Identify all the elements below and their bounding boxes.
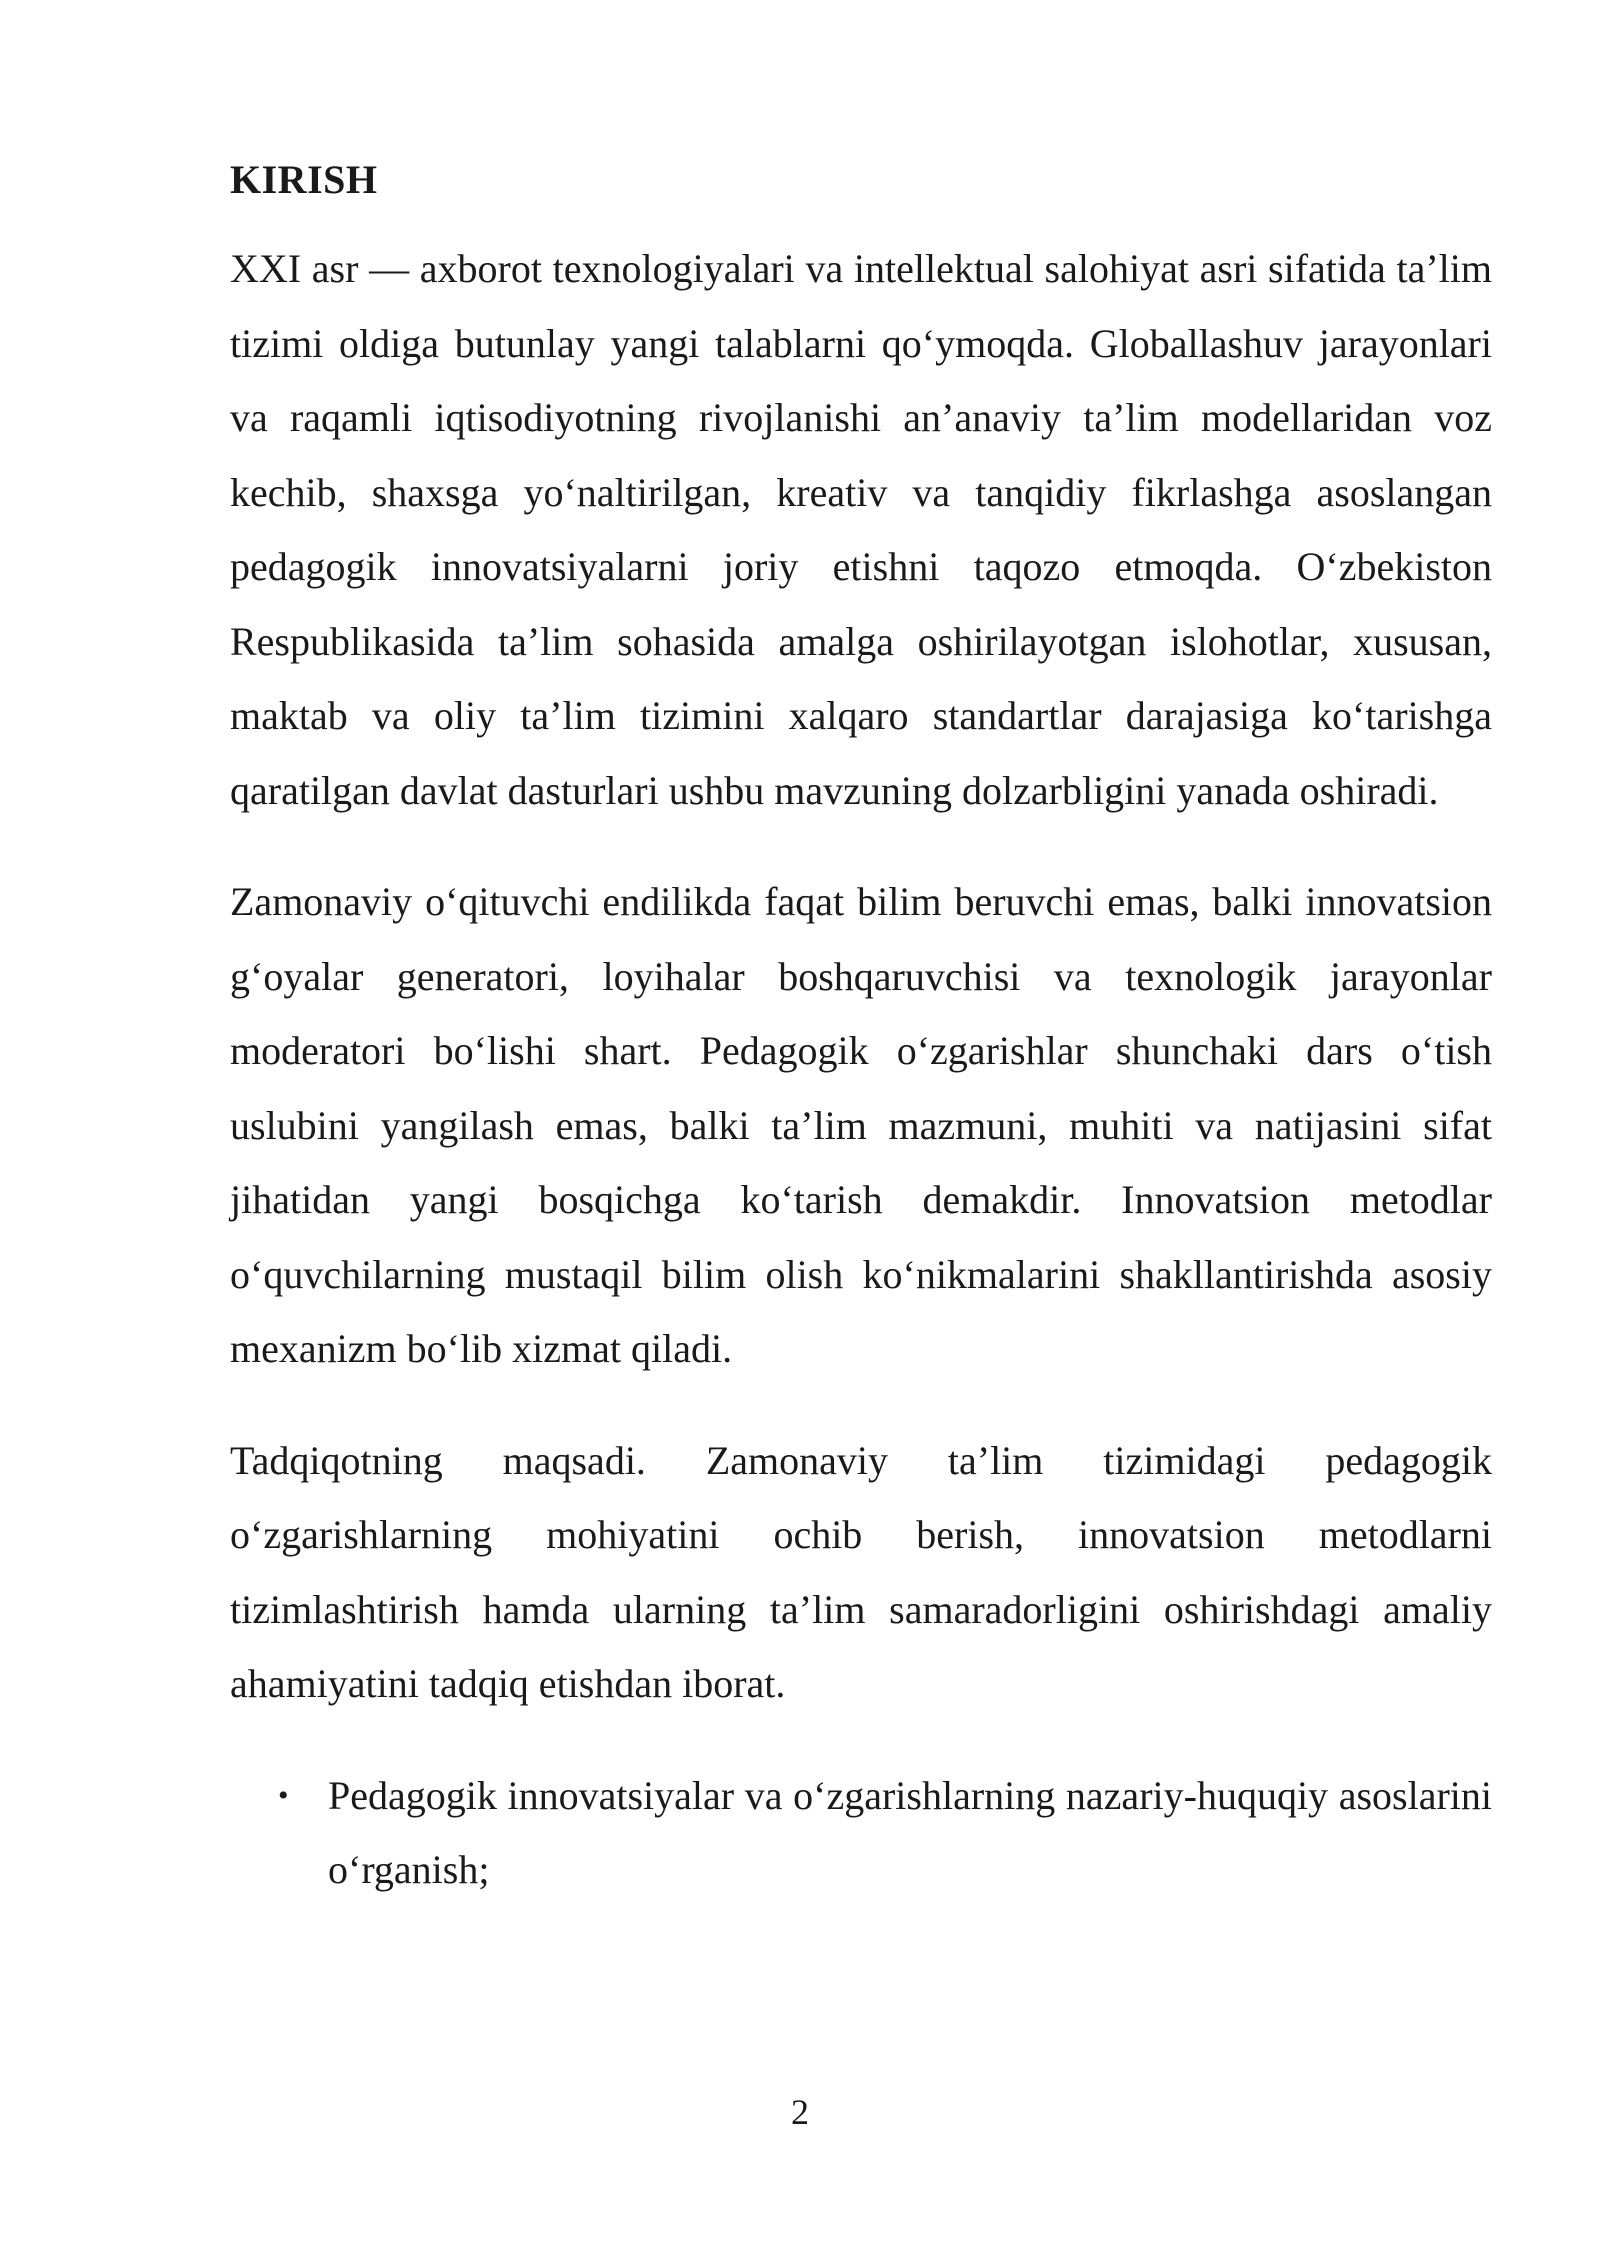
list-item-text: Pedagogik innovatsiyalar va o‘zgarishlarning nazariy-huquqiy asoslarini o‘rganish; [328, 1772, 1492, 1892]
section-heading: KIRISH [230, 157, 378, 202]
bullet-list [230, 1759, 1492, 1908]
page-number: 2 [791, 2092, 809, 2132]
list-item [230, 1759, 1492, 1908]
bullet-icon: • [278, 1778, 289, 1812]
paragraph-2: Zamonaviy o‘qituvchi endilikda faqat bilim beruvchi emas, balki innovatsion g‘oyalar generatori, loyihalar boshqaruvchisi va texnologik jarayonlar moderatori bo‘lishi shart. Pedagogik o‘zgarishlar shunchaki dars o‘tish uslubini yangilash emas, balki ta’lim mazmuni, muhiti va natijasini sifat jihatidan yangi bosqichga ko‘tarish demakdir. Innovatsion metodlar o‘quvchilarning mustaqil bilim olish ko‘nikmalarini shakllantirishda asosiy mexanizm bo‘lib xizmat qiladi. [230, 879, 1492, 1371]
paragraph-3: Tadqiqotning maqsadi. Zamonaviy ta’lim tizimidagi pedagogik o‘zgarishlarning mohiyatini ochib berish, innovatsion metodlarni tizimlashtirish hamda ularning ta’lim samaradorligini oshirishdagi amaliy ahamiyatini tadqiq etishdan iborat. [230, 1437, 1492, 1706]
page-content [230, 148, 1492, 1908]
paragraph-1: XXI asr — axborot texnologiyalari va intellektual salohiyat asri sifatida ta’lim tizimi oldiga butunlay yangi talablarni qo‘ymoqda. Globallashuv jarayonlari va raqamli iqtisodiyotning rivojlanishi an’anaviy ta’lim modellaridan voz kechib, shaxsga yo‘naltirilgan, kreativ va tanqidiy fikrlashga asoslangan pedagogik innovatsiyalarni joriy etishni taqozo etmoqda. O‘zbekiston Respublikasida ta’lim sohasida amalga oshirilayotgan islohotlar, xususan, maktab va oliy ta’lim tizimini xalqaro standartlar darajasiga ko‘tarishga qaratilgan davlat dasturlari ushbu mavzuning dolzarbligini yanada oshiradi. [230, 246, 1492, 813]
